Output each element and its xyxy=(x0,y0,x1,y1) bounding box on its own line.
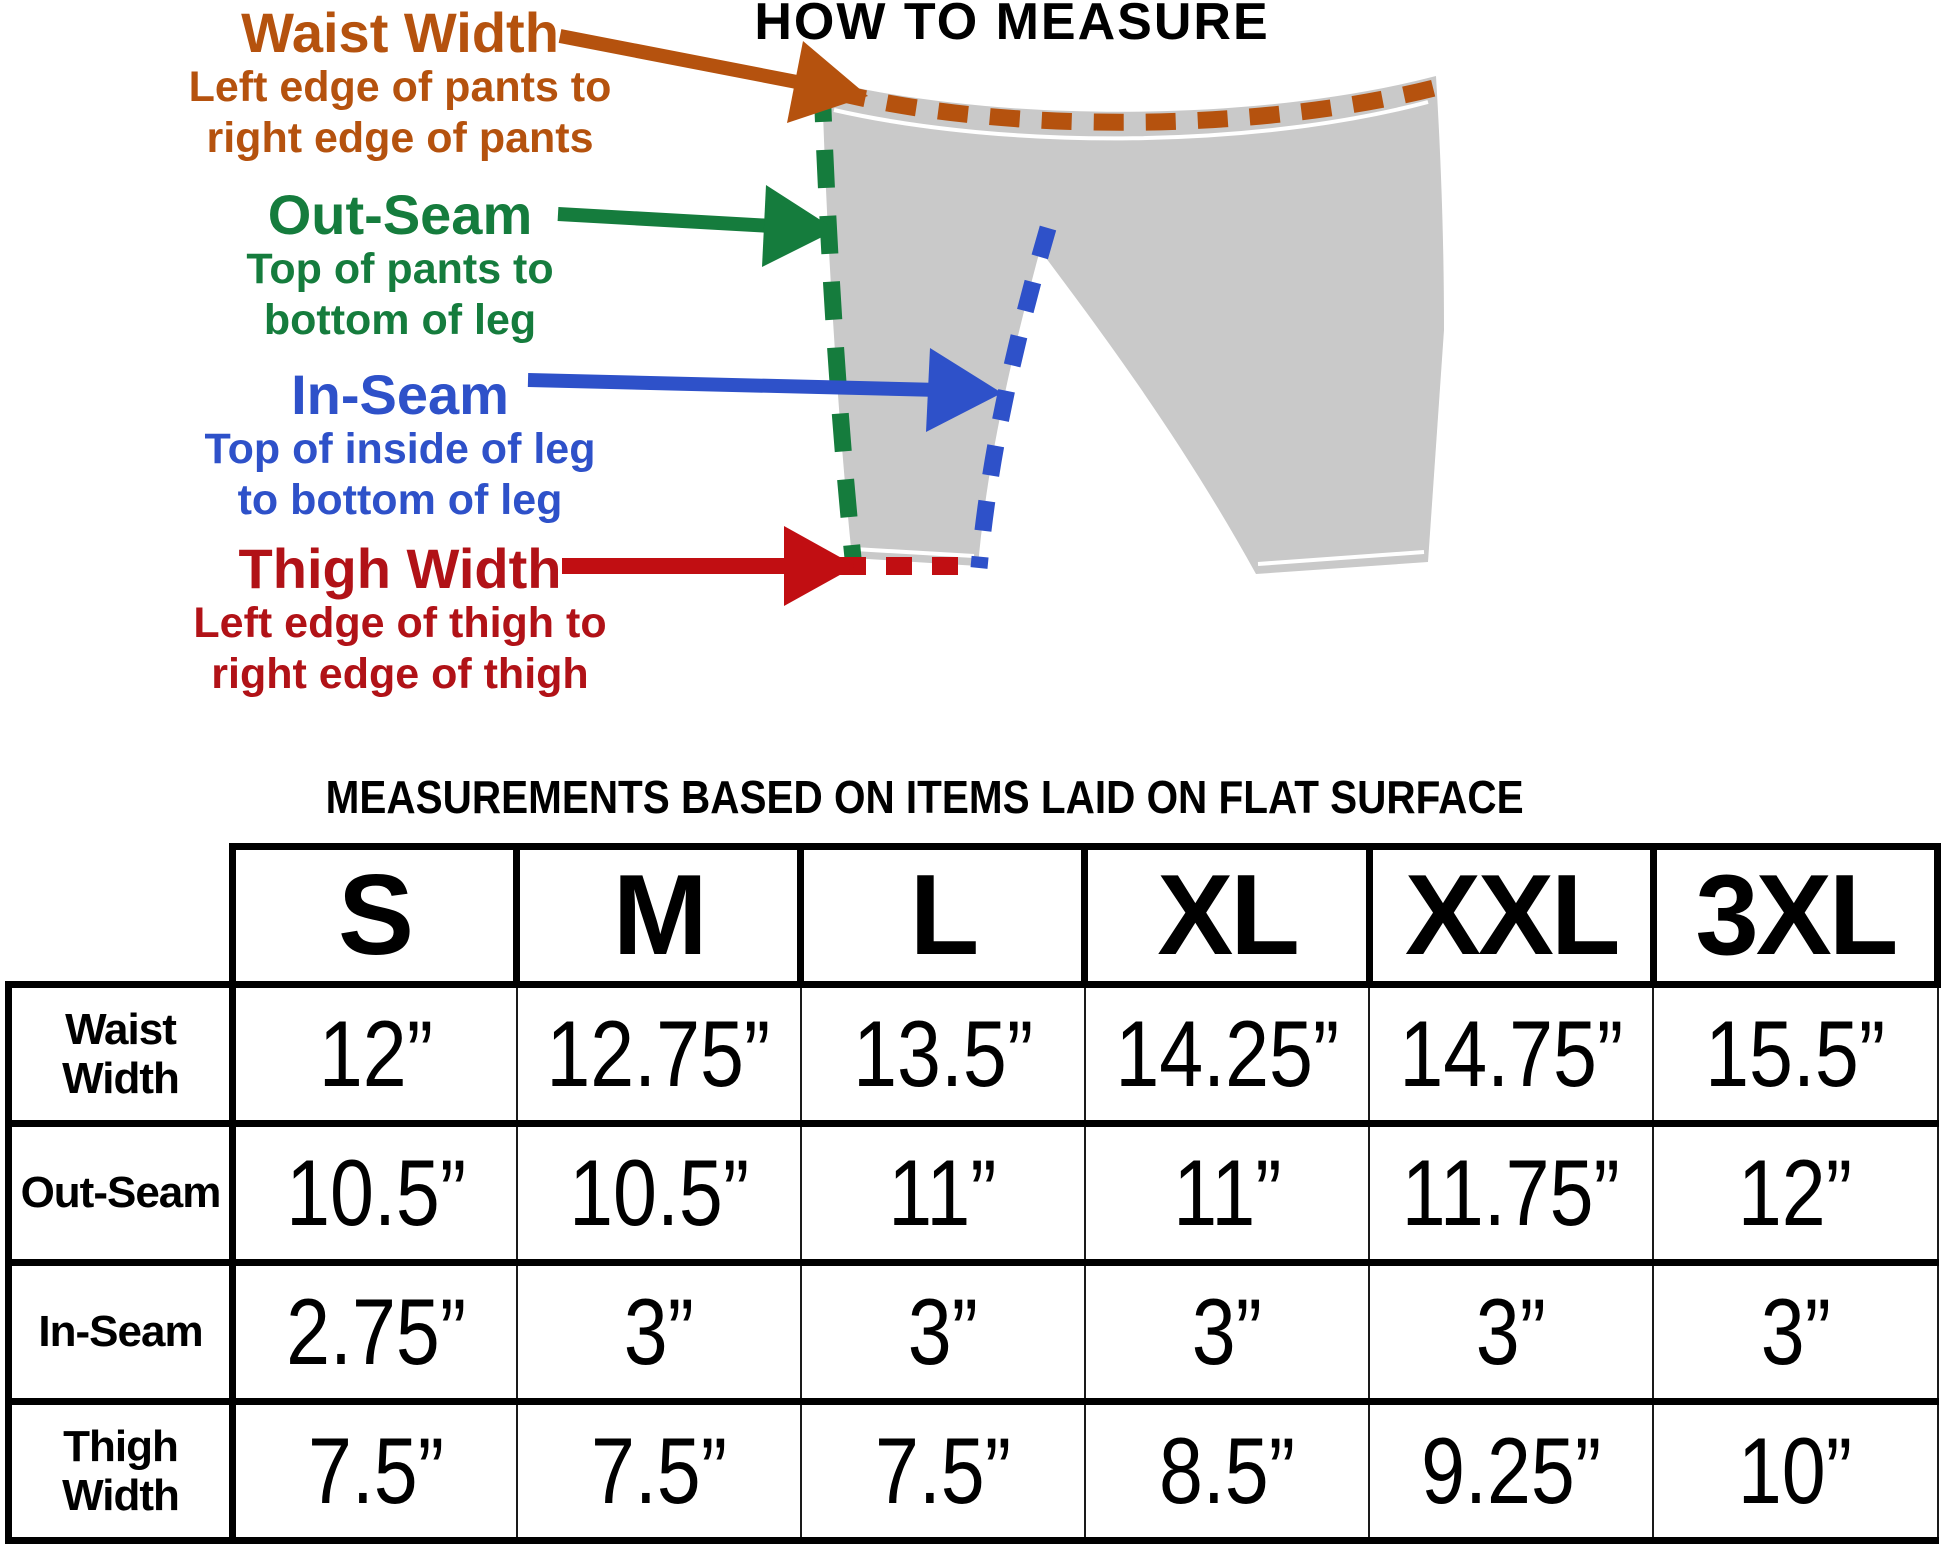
table-row-in-seam xyxy=(9,1263,1938,1402)
measurement-cell-waist-xxl: 14.75” xyxy=(1369,985,1653,1124)
table-title xyxy=(0,770,1850,824)
thigh-width-desc-line2: right edge of thigh xyxy=(211,650,589,698)
row-label-line: Thigh xyxy=(63,1421,178,1471)
size-column-header-s: S xyxy=(233,847,517,985)
table-row-waist-width xyxy=(9,985,1938,1124)
waist-width-label xyxy=(120,1,680,164)
size-table xyxy=(5,843,1941,1544)
out-seam-desc-line2: bottom of leg xyxy=(263,296,537,344)
out-seam-desc-line1: Top of pants to xyxy=(246,245,554,293)
measurement-cell-waist-m: 12.75” xyxy=(517,985,801,1124)
in-seam-desc-line1: Top of inside of leg xyxy=(204,425,596,473)
measurement-cell-thigh-l: 7.5” xyxy=(801,1402,1085,1541)
measurement-cell-waist-xl: 14.25” xyxy=(1085,985,1369,1124)
measurement-cell-outseam-m: 10.5” xyxy=(517,1124,801,1263)
measurement-cell-thigh-s: 7.5” xyxy=(233,1402,517,1541)
table-row-thigh-width xyxy=(9,1402,1938,1541)
measurement-cell-waist-3xl: 15.5” xyxy=(1653,985,1937,1124)
measurement-cell-inseam-3xl: 3” xyxy=(1653,1263,1937,1402)
size-header-row xyxy=(9,847,1938,985)
measurement-cell-outseam-l: 11” xyxy=(801,1124,1085,1263)
size-column-header-xl: XL xyxy=(1085,847,1369,985)
out-seam-heading: Out-Seam xyxy=(267,183,533,246)
shorts-outline xyxy=(822,76,1444,574)
measurement-cell-inseam-s: 2.75” xyxy=(233,1263,517,1402)
in-seam-desc-line2: to bottom of leg xyxy=(237,476,563,524)
measurement-cell-outseam-xxl: 11.75” xyxy=(1369,1124,1653,1263)
row-label-line: Waist xyxy=(65,1004,176,1054)
size-column-header-m: M xyxy=(517,847,801,985)
waist-width-heading: Waist Width xyxy=(241,1,559,64)
row-label-in-seam xyxy=(9,1263,233,1402)
measurement-cell-outseam-xl: 11” xyxy=(1085,1124,1369,1263)
row-label-thigh-width xyxy=(9,1402,233,1541)
measurement-cell-inseam-m: 3” xyxy=(517,1263,801,1402)
thigh-width-heading: Thigh Width xyxy=(238,537,562,600)
row-label-line: Width xyxy=(62,1054,179,1103)
size-column-header-l: L xyxy=(801,847,1085,985)
row-label-line: Width xyxy=(62,1471,179,1520)
measurement-cell-inseam-xxl: 3” xyxy=(1369,1263,1653,1402)
measurement-cell-inseam-xl: 3” xyxy=(1085,1263,1369,1402)
size-column-header-3xl: 3XL xyxy=(1653,847,1937,985)
row-label-line: Out-Seam xyxy=(20,1168,221,1218)
measurement-cell-thigh-xxl: 9.25” xyxy=(1369,1402,1653,1541)
row-label-out-seam xyxy=(9,1124,233,1263)
measurement-cell-outseam-s: 10.5” xyxy=(233,1124,517,1263)
measurement-cell-thigh-xl: 8.5” xyxy=(1085,1402,1369,1541)
out-seam-label xyxy=(120,183,680,346)
table-corner-cell xyxy=(9,847,233,985)
how-to-measure-title: HOW TO MEASURE xyxy=(754,0,1270,51)
table-row-out-seam xyxy=(9,1124,1938,1263)
measurement-cell-inseam-l: 3” xyxy=(801,1263,1085,1402)
row-label-waist-width xyxy=(9,985,233,1124)
thigh-width-desc-line1: Left edge of thigh to xyxy=(193,599,607,647)
measurement-cell-waist-s: 12” xyxy=(233,985,517,1124)
row-label-line: In-Seam xyxy=(38,1307,203,1357)
in-seam-heading: In-Seam xyxy=(291,363,509,426)
size-column-header-xxl: XXL xyxy=(1369,847,1653,985)
measurement-cell-waist-l: 13.5” xyxy=(801,985,1085,1124)
table-title-text: MEASUREMENTS BASED ON ITEMS LAID ON FLAT SURFACE xyxy=(326,771,1524,823)
thigh-width-label xyxy=(120,537,680,700)
measurement-cell-outseam-3xl: 12” xyxy=(1653,1124,1937,1263)
waist-width-desc-line2: right edge of pants xyxy=(206,114,594,162)
measurement-cell-thigh-m: 7.5” xyxy=(517,1402,801,1541)
waist-width-desc-line1: Left edge of pants to xyxy=(188,63,612,111)
measurement-cell-thigh-3xl: 10” xyxy=(1653,1402,1937,1541)
in-seam-label xyxy=(120,363,680,526)
